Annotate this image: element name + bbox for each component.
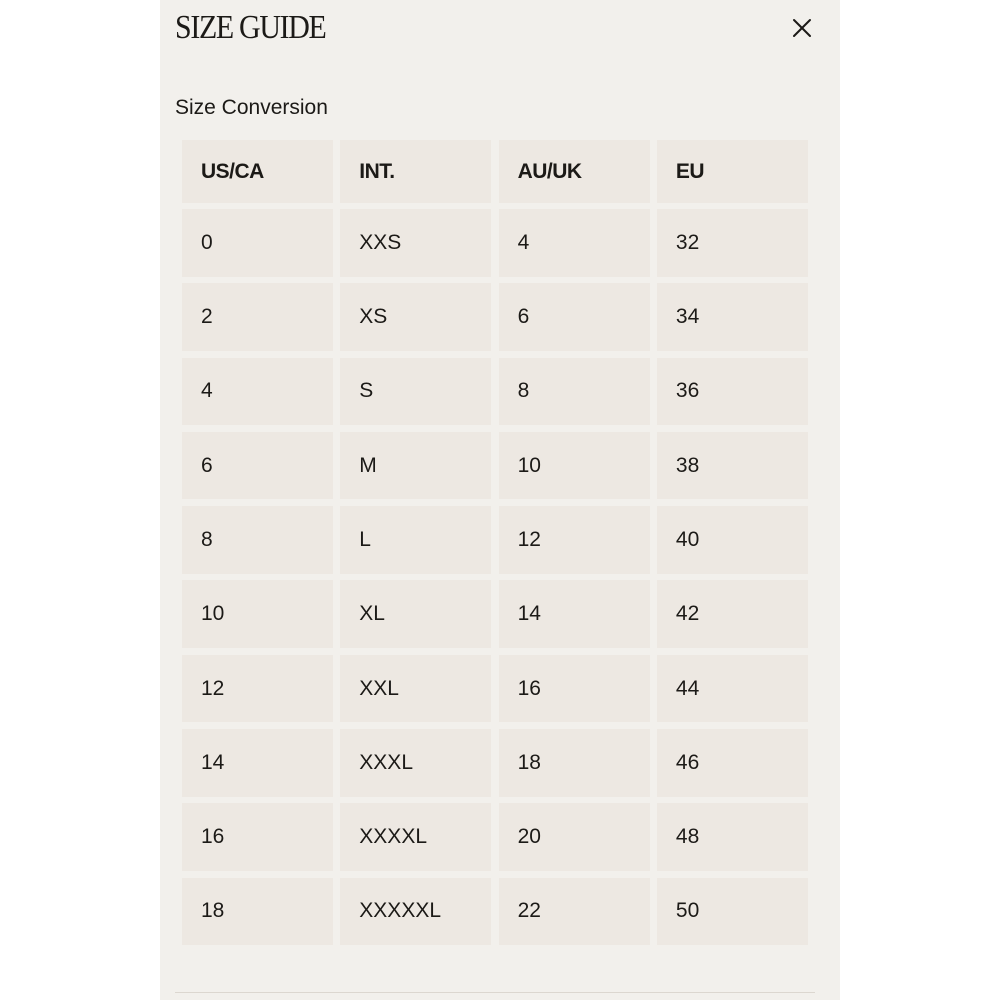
column-header-eu: EU xyxy=(657,140,808,203)
table-cell: XXS xyxy=(340,209,491,277)
table-cell: XS xyxy=(340,283,491,351)
table-cell: S xyxy=(340,358,491,426)
table-cell: 14 xyxy=(499,580,650,648)
table-cell: 12 xyxy=(182,655,333,723)
close-button[interactable] xyxy=(789,15,815,41)
table-cell: XXXXXL xyxy=(340,878,491,946)
table-cell: 4 xyxy=(182,358,333,426)
table-cell: 6 xyxy=(499,283,650,351)
table-cell: 40 xyxy=(657,506,808,574)
table-cell: 44 xyxy=(657,655,808,723)
table-cell: 36 xyxy=(657,358,808,426)
column-header-us-ca: US/CA xyxy=(182,140,333,203)
table-cell: 34 xyxy=(657,283,808,351)
table-cell: 10 xyxy=(499,432,650,500)
table-cell: M xyxy=(340,432,491,500)
table-cell: L xyxy=(340,506,491,574)
divider xyxy=(175,992,815,993)
table-cell: XL xyxy=(340,580,491,648)
table-cell: 48 xyxy=(657,803,808,871)
table-cell: 22 xyxy=(499,878,650,946)
table-cell: XXXXL xyxy=(340,803,491,871)
table-cell: 46 xyxy=(657,729,808,797)
table-cell: 0 xyxy=(182,209,333,277)
table-cell: 10 xyxy=(182,580,333,648)
size-guide-modal xyxy=(160,0,840,1000)
table-cell: 2 xyxy=(182,283,333,351)
table-cell: 20 xyxy=(499,803,650,871)
table-cell: XXXL xyxy=(340,729,491,797)
column-header-au-uk: AU/UK xyxy=(499,140,650,203)
column-header-int: INT. xyxy=(340,140,491,203)
table-cell: 16 xyxy=(499,655,650,723)
table-cell: 42 xyxy=(657,580,808,648)
close-icon xyxy=(789,15,815,41)
table-cell: 18 xyxy=(182,878,333,946)
table-cell: 18 xyxy=(499,729,650,797)
table-cell: 16 xyxy=(182,803,333,871)
table-cell: 14 xyxy=(182,729,333,797)
table-cell: 32 xyxy=(657,209,808,277)
size-conversion-table xyxy=(182,140,808,952)
table-cell: XXL xyxy=(340,655,491,723)
table-cell: 12 xyxy=(499,506,650,574)
table-cell: 8 xyxy=(182,506,333,574)
table-cell: 50 xyxy=(657,878,808,946)
table-cell: 38 xyxy=(657,432,808,500)
section-subtitle: Size Conversion xyxy=(175,96,328,119)
table-cell: 8 xyxy=(499,358,650,426)
table-cell: 6 xyxy=(182,432,333,500)
modal-title: SIZE GUIDE xyxy=(175,9,326,46)
table-cell: 4 xyxy=(499,209,650,277)
